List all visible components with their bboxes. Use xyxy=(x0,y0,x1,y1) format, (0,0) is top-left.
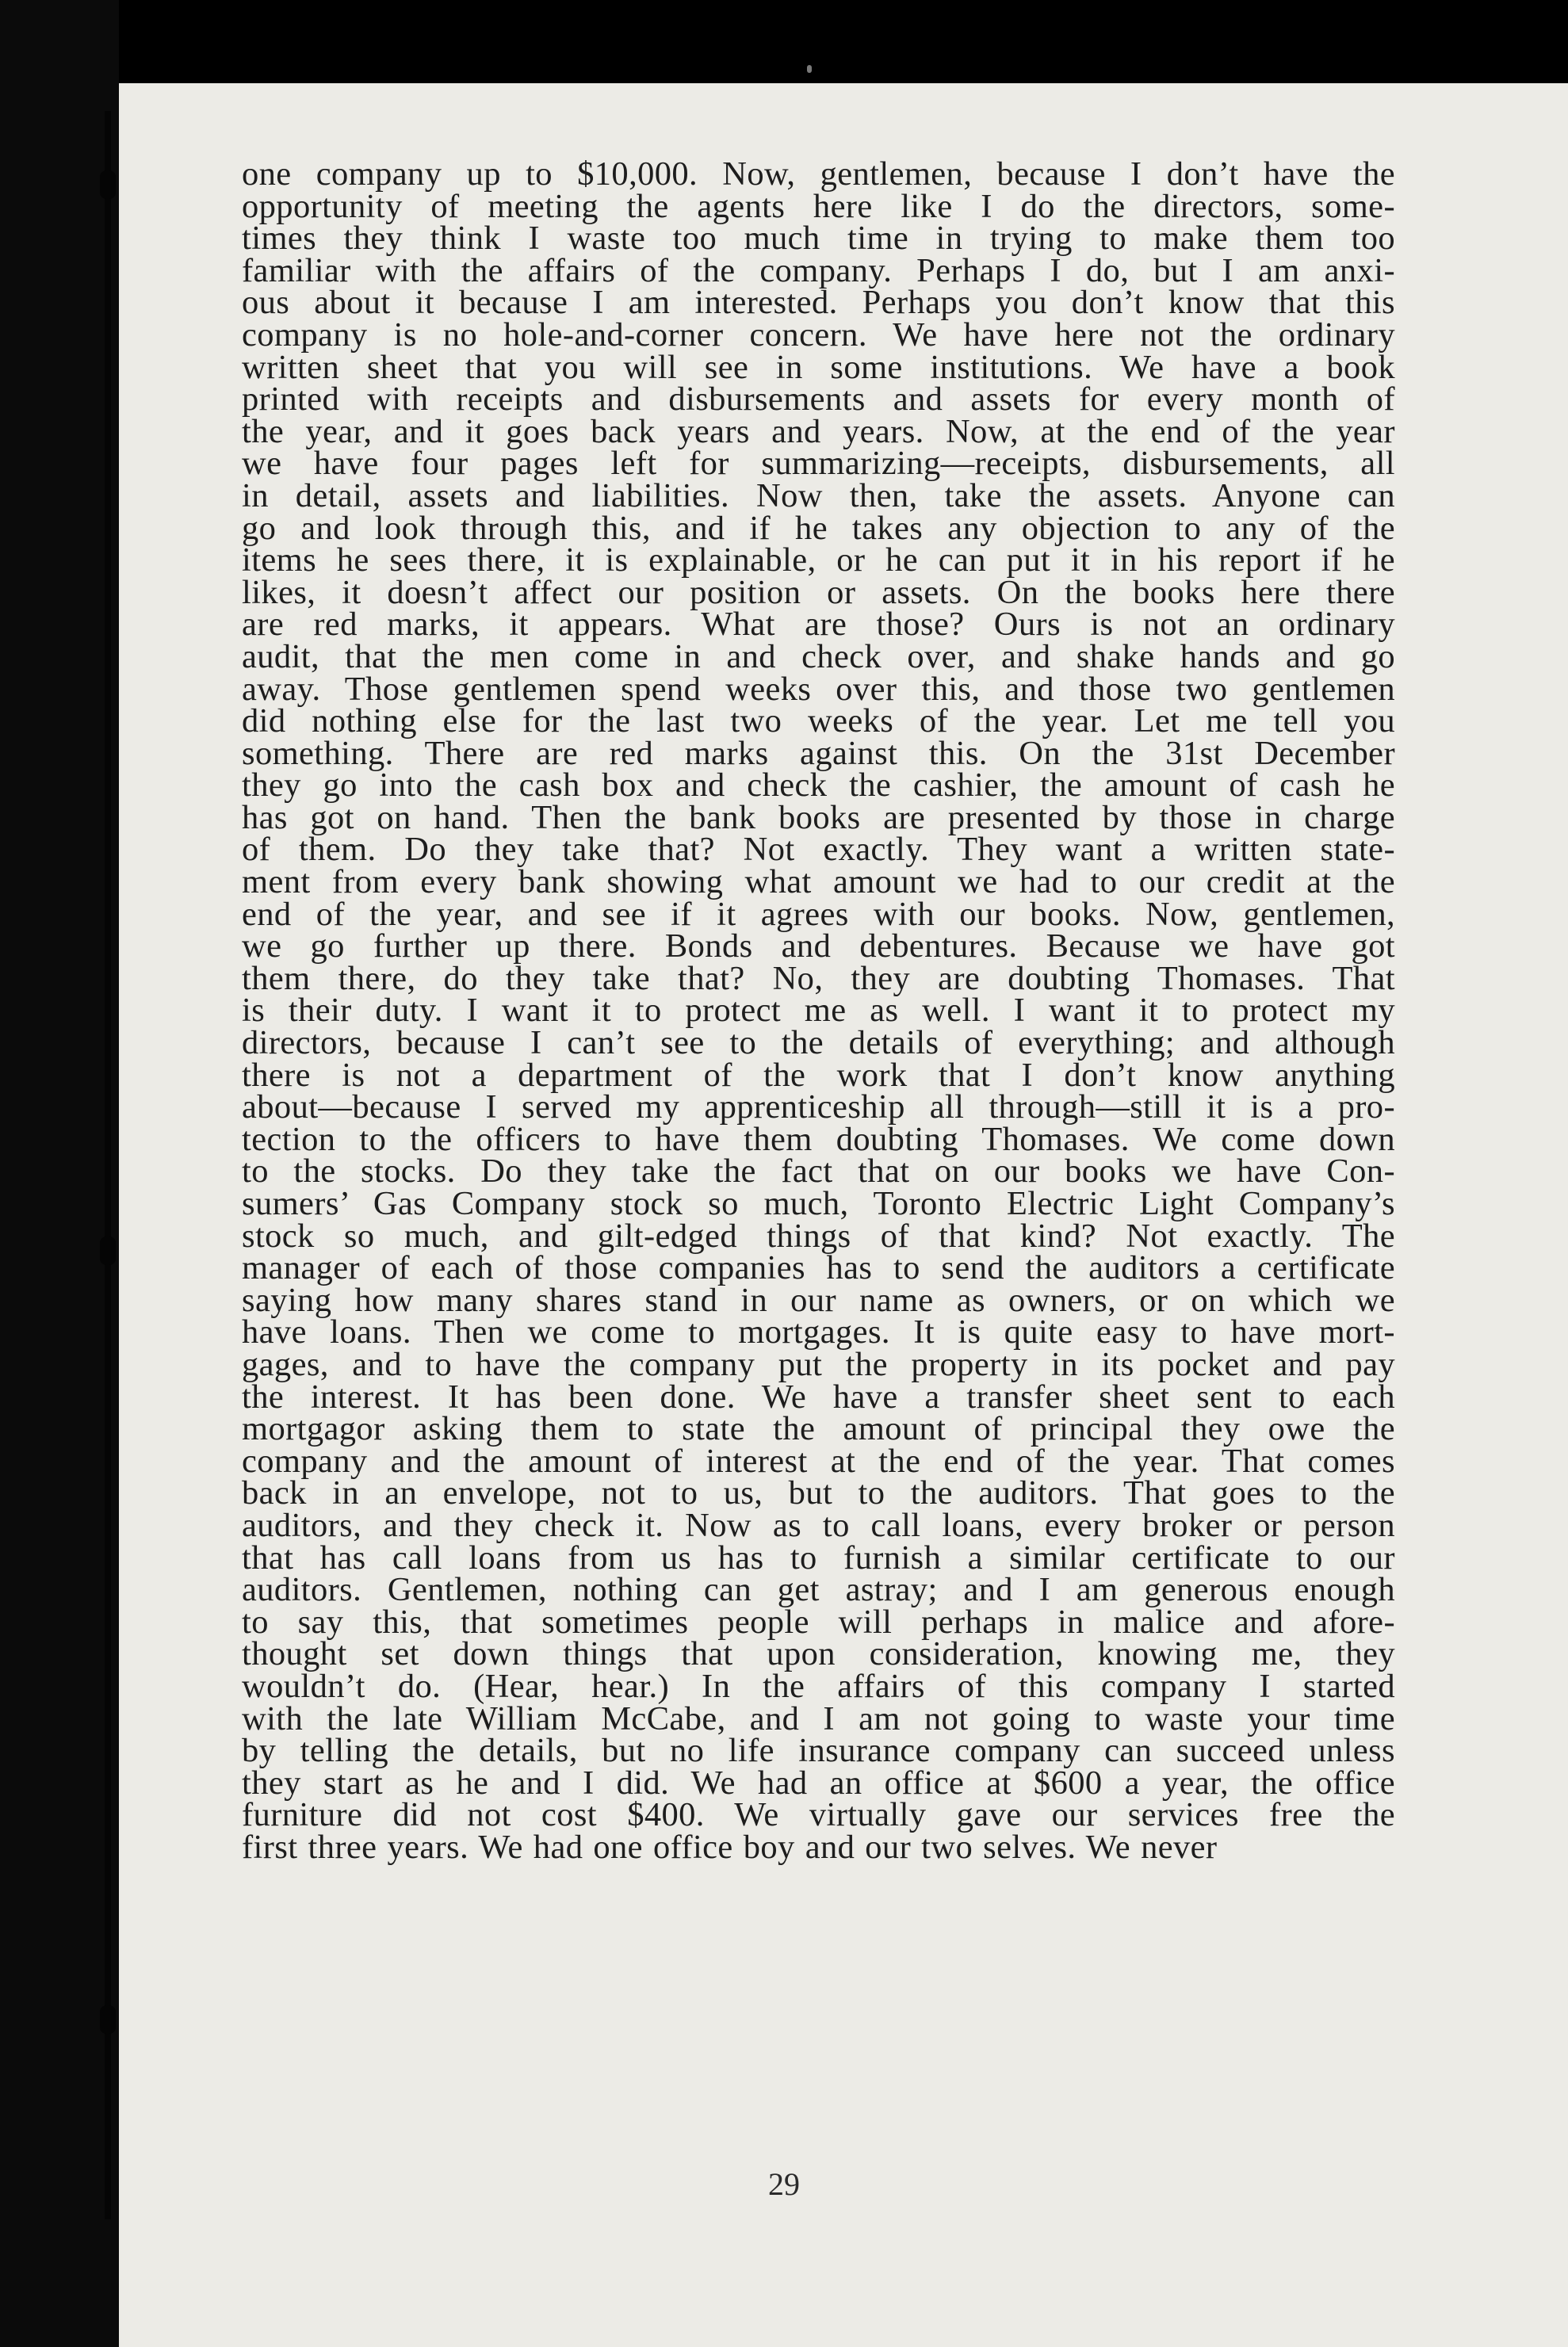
text-line: auditors, and they check it. Now as to call loans, every broker or person xyxy=(242,1506,1395,1544)
text-line: they start as he and I did. We had an office at $600 a year, the office xyxy=(242,1764,1395,1802)
text-line: in detail, assets and liabilities. Now then, take the assets. Anyone can xyxy=(242,476,1395,514)
text-line: directors, because I can’t see to the details of everything; and although xyxy=(242,1024,1395,1062)
text-line: the year, and it goes back years and years. Now, at the end of the year xyxy=(242,412,1395,450)
text-line: that has call loans from us has to furnish a similar certificate to our xyxy=(242,1539,1395,1577)
text-line: stock so much, and gilt-edged things of that kind? Not exactly. The xyxy=(242,1217,1395,1255)
text-line: them there, do they take that? No, they are doubting Thomases. That xyxy=(242,959,1395,997)
text-line: of them. Do they take that? Not exactly. They want a written state- xyxy=(242,831,1395,869)
text-line: first three years. We had one office boy and our two selves. We never xyxy=(242,1828,1218,1866)
text-line: to say this, that sometimes people will perhaps in malice and afore- xyxy=(242,1603,1395,1641)
spine-rule xyxy=(105,111,111,2219)
text-line: by telling the details, but no life insurance company can succeed unless xyxy=(242,1732,1395,1770)
text-line: wouldn’t do. (Hear, hear.) In the affairs of this company I started xyxy=(242,1667,1395,1705)
text-line: to the stocks. Do they take the fact that on our books we have Con- xyxy=(242,1152,1395,1191)
text-line: items he sees there, it is explainable, or he can put it in his report if he xyxy=(242,541,1395,579)
text-line: about—because I served my apprenticeship all through—still it is a pro- xyxy=(242,1088,1395,1126)
text-line: gages, and to have the company put the property in its pocket and pay xyxy=(242,1345,1395,1383)
text-line: thought set down things that upon consideration, knowing me, they xyxy=(242,1635,1395,1673)
text-line: has got on hand. Then the bank books are presented by those in charge xyxy=(242,798,1395,836)
text-line: opportunity of meeting the agents here like I do the directors, some- xyxy=(242,187,1395,225)
text-line: have loans. Then we come to mortgages. It is quite easy to have mort- xyxy=(242,1313,1395,1351)
text-line: back in an envelope, not to us, but to the auditors. That goes to the xyxy=(242,1474,1395,1512)
body-text xyxy=(242,155,1395,1866)
text-line: go and look through this, and if he takes any objection to any of the xyxy=(242,509,1395,547)
text-line: manager of each of those companies has to send the auditors a certificate xyxy=(242,1249,1395,1287)
spine-knot xyxy=(100,1237,116,1265)
text-line: likes, it doesn’t affect our position or assets. On the books here there xyxy=(242,573,1395,611)
text-line: tection to the officers to have them doubting Thomases. We come down xyxy=(242,1120,1395,1158)
text-line: is their duty. I want it to protect me as well. I want it to protect my xyxy=(242,992,1395,1030)
text-line: auditors. Gentlemen, nothing can get astray; and I am generous enough xyxy=(242,1571,1395,1609)
text-line: something. There are red marks against this. On the 31st December xyxy=(242,734,1395,772)
text-line: we have four pages left for summarizing—receipts, disbursements, all xyxy=(242,445,1395,483)
text-line: company is no hole-and-corner concern. We have here not the ordinary xyxy=(242,315,1395,354)
text-line: they go into the cash box and check the cashier, the amount of cash he xyxy=(242,766,1395,805)
page-number: 29 xyxy=(768,2166,800,2202)
text-line: times they think I waste too much time in trying to make them too xyxy=(242,220,1395,258)
spine-knot xyxy=(100,170,116,199)
text-line: ment from every bank showing what amount we had to our credit at the xyxy=(242,863,1395,901)
text-line: did nothing else for the last two weeks of the year. Let me tell you xyxy=(242,702,1395,740)
left-binding-edge xyxy=(0,0,119,2347)
scan-speck xyxy=(807,65,812,73)
text-line: we go further up there. Bonds and debentures. Because we have got xyxy=(242,927,1395,965)
text-line: written sheet that you will see in some institutions. We have a book xyxy=(242,348,1395,386)
text-line: mortgagor asking them to state the amount of principal they owe the xyxy=(242,1410,1395,1448)
text-line: end of the year, and see if it agrees with our books. Now, gentlemen, xyxy=(242,895,1395,933)
text-line: familiar with the affairs of the company. Perhaps I do, but I am anxi- xyxy=(242,251,1395,289)
text-line: with the late William McCabe, and I am not going to waste your time xyxy=(242,1699,1395,1737)
text-line: audit, that the men come in and check over, and shake hands and go xyxy=(242,637,1395,675)
text-line: there is not a department of the work that I don’t know anything xyxy=(242,1056,1395,1094)
spine-knot xyxy=(100,2005,116,2034)
text-line: saying how many shares stand in our name as owners, or on which we xyxy=(242,1281,1395,1319)
text-line: away. Those gentlemen spend weeks over this, and those two gentlemen xyxy=(242,670,1395,708)
text-line: sumers’ Gas Company stock so much, Toronto Electric Light Company’s xyxy=(242,1185,1395,1222)
text-line: the interest. It has been done. We have a transfer sheet sent to each xyxy=(242,1378,1395,1416)
text-line: ous about it because I am interested. Perhaps you don’t know that this xyxy=(242,284,1395,322)
text-line: one company up to $10,000. Now, gentlemen, because I don’t have the xyxy=(242,155,1395,193)
text-line: are red marks, it appears. What are those? Ours is not an ordinary xyxy=(242,606,1395,644)
text-line: furniture did not cost $400. We virtually gave our services free the xyxy=(242,1796,1395,1834)
text-line: company and the amount of interest at the end of the year. That comes xyxy=(242,1442,1395,1480)
text-line: printed with receipts and disbursements and assets for every month of xyxy=(242,380,1395,419)
